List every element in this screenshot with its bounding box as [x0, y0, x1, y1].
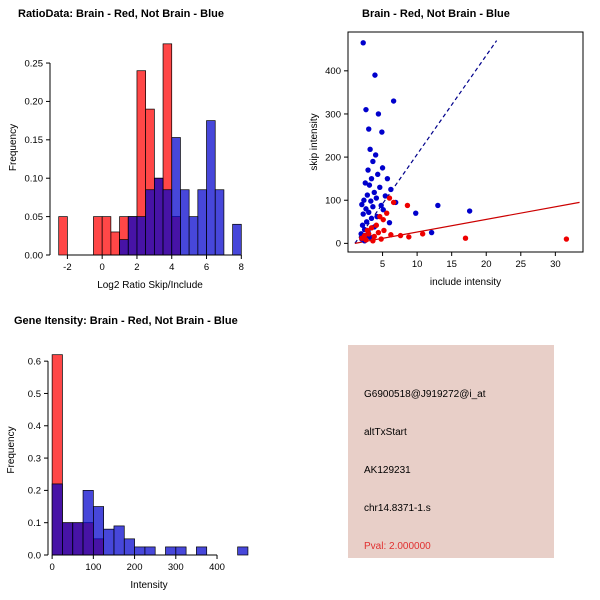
scatter-point: [379, 129, 384, 134]
info-line-locus: chr14.8371-1.s: [364, 503, 431, 514]
x-tick-label: 100: [85, 562, 102, 573]
ratio-histogram-canvas: [0, 0, 300, 300]
hist-bar: [145, 547, 155, 555]
scatter-point: [373, 152, 378, 157]
hist-bar: [196, 547, 206, 555]
scatter-point: [413, 210, 418, 215]
scatter-point: [363, 237, 368, 242]
ratio-histogram-panel: [0, 0, 300, 300]
scatter-point: [361, 40, 366, 45]
gene-intensity-title: Gene Itensity: Brain - Red, Not Brain - Blue: [14, 315, 238, 327]
scatter-point: [381, 228, 386, 233]
y-tick-label: 0.3: [27, 453, 41, 465]
x-tick-label: 0: [49, 562, 55, 573]
hist-bar: [93, 217, 102, 255]
x-tick-label: 2: [134, 262, 140, 273]
scatter-point: [365, 167, 370, 172]
hist-bar: [83, 490, 93, 555]
hist-bar: [172, 138, 181, 255]
scatter-point: [406, 234, 411, 239]
scatter-point: [391, 98, 396, 103]
scatter-point: [365, 192, 370, 197]
ratio-histogram-title: RatioData: Brain - Red, Not Brain - Blue: [18, 8, 224, 20]
scatter-point: [361, 211, 366, 216]
x-axis-label: Log2 Ratio Skip/Include: [97, 280, 203, 291]
hist-bar: [128, 217, 137, 255]
scatter-point: [374, 195, 379, 200]
scatter-point: [463, 235, 468, 240]
y-tick-label: 400: [325, 66, 341, 78]
hist-bar: [111, 232, 120, 255]
y-axis-label: Frequency: [6, 426, 17, 474]
hist-bar: [238, 547, 248, 555]
info-line-pval: Pval: 2.000000: [364, 541, 431, 552]
hist-bar: [59, 217, 68, 255]
y-tick-label: 0.05: [24, 211, 43, 223]
hist-bar: [135, 547, 145, 555]
scatter-point: [435, 203, 440, 208]
x-tick-label: 5: [379, 259, 386, 270]
x-tick-label: 25: [515, 259, 527, 270]
hist-bar: [102, 217, 111, 255]
y-tick-label: 300: [325, 109, 341, 121]
scatter-point: [381, 217, 386, 222]
x-tick-label: 200: [126, 562, 143, 573]
x-tick-label: 300: [167, 562, 184, 573]
intensity-scatter-title: Brain - Red, Not Brain - Blue: [362, 8, 510, 20]
hist-bar: [120, 240, 129, 255]
y-tick-label: 100: [325, 195, 341, 207]
scatter-point: [388, 187, 393, 192]
intensity-scatter-panel: [300, 0, 600, 300]
x-tick-label: -2: [63, 262, 72, 273]
hist-bar: [189, 217, 198, 255]
intensity-scatter-canvas: [300, 0, 600, 300]
gene-intensity-panel: [0, 300, 300, 600]
scatter-point: [388, 232, 393, 237]
scatter-point: [369, 216, 374, 221]
scatter-point: [368, 198, 373, 203]
scatter-point: [380, 165, 385, 170]
hist-bar: [163, 190, 172, 255]
scatter-point: [376, 230, 381, 235]
hist-bar: [73, 523, 83, 555]
x-tick-label: 4: [169, 262, 175, 273]
x-tick-label: 20: [480, 259, 492, 270]
hist-bar: [207, 121, 216, 255]
scatter-point: [391, 200, 396, 205]
hist-bar: [104, 529, 114, 555]
x-tick-label: 30: [550, 259, 561, 270]
scatter-point: [467, 208, 472, 213]
x-tick-label: 0: [99, 262, 105, 273]
scatter-points: [358, 40, 569, 243]
hist-bar: [62, 523, 72, 555]
scatter-point: [367, 182, 372, 187]
hist-series-not-brain: [52, 484, 248, 555]
scatter-point: [370, 159, 375, 164]
info-line-accession: AK129231: [364, 465, 411, 476]
y-tick-label: 0.25: [24, 58, 43, 70]
y-tick-label: 0.15: [24, 135, 43, 147]
scatter-point: [367, 147, 372, 152]
gene-intensity-canvas: [0, 300, 300, 600]
hist-bar: [124, 539, 134, 555]
hist-bar: [180, 190, 189, 255]
scatter-point: [429, 230, 434, 235]
y-axis-label: skip intensity: [309, 113, 320, 171]
y-tick-label: 0.00: [24, 250, 43, 262]
x-tick-label: 8: [238, 262, 244, 273]
scatter-point: [384, 210, 389, 215]
x-axis-label: Intensity: [130, 580, 168, 591]
scatter-point: [363, 107, 368, 112]
scatter-point: [366, 210, 371, 215]
y-tick-label: 0.0: [27, 550, 41, 562]
scatter-point: [372, 72, 377, 77]
x-tick-label: 400: [209, 562, 225, 573]
y-tick-label: 0.6: [27, 356, 41, 368]
hist-bar: [176, 547, 186, 555]
hist-bar: [215, 190, 224, 255]
scatter-point: [370, 204, 375, 209]
y-tick-label: 0.2: [27, 485, 41, 497]
y-tick-label: 200: [325, 152, 341, 164]
y-axis-label: Frequency: [8, 123, 19, 172]
scatter-point: [364, 219, 369, 224]
fit-line-not-brain-fit: [355, 41, 497, 244]
hist-bar: [146, 190, 155, 255]
scatter-point: [366, 126, 371, 131]
scatter-point: [372, 234, 377, 239]
scatter-point: [372, 190, 377, 195]
x-tick-label: 15: [446, 259, 457, 270]
scatter-point: [387, 195, 392, 200]
x-tick-label: 6: [203, 262, 210, 273]
y-tick-label: 0.5: [27, 388, 41, 400]
hist-bar: [165, 547, 175, 555]
y-tick-label: 0.1: [27, 517, 41, 529]
scatter-point: [376, 111, 381, 116]
scatter-point: [385, 176, 390, 181]
hist-bar: [114, 526, 124, 555]
scatter-point: [374, 223, 379, 228]
gene-info-panel: [348, 345, 554, 558]
y-tick-label: 0.20: [24, 96, 43, 108]
info-line-probeset: G6900518@J919272@i_at: [364, 389, 486, 400]
info-line-event-type: altTxStart: [364, 427, 407, 438]
scatter-point: [359, 202, 364, 207]
hist-bar: [137, 217, 146, 255]
scatter-point: [398, 233, 403, 238]
x-axis-label: include intensity: [429, 277, 502, 288]
hist-bar: [233, 224, 242, 255]
scatter-point: [405, 203, 410, 208]
scatter-point: [369, 176, 374, 181]
scatter-point: [564, 236, 569, 241]
hist-bar: [154, 178, 163, 255]
hist-bar: [198, 190, 207, 255]
scatter-point: [387, 220, 392, 225]
scatter-point: [377, 185, 382, 190]
hist-bar: [52, 484, 62, 555]
x-tick-label: 10: [411, 259, 423, 270]
y-tick-label: 0.10: [24, 173, 43, 185]
scatter-point: [375, 172, 380, 177]
hist-bar: [93, 507, 103, 555]
scatter-point: [420, 231, 425, 236]
y-tick-label: 0.4: [27, 421, 41, 433]
y-tick-label: 0: [335, 238, 341, 250]
scatter-point: [378, 236, 383, 241]
